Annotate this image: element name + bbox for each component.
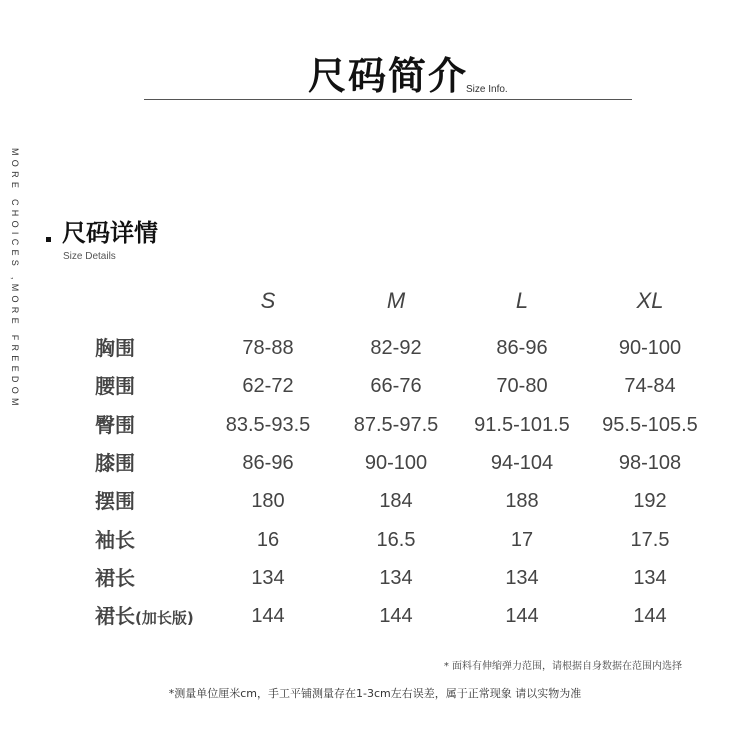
table-cell: 86-96 xyxy=(242,452,294,474)
table-row-skirt-length xyxy=(0,563,750,593)
table-row-hem xyxy=(0,486,750,516)
table-cell: 87.5-97.5 xyxy=(353,414,439,436)
row-label: 膝围 xyxy=(95,451,135,475)
table-cell: 16.5 xyxy=(376,529,416,551)
table-row-skirt-length-long xyxy=(0,601,750,631)
table-cell: 134 xyxy=(251,567,285,589)
side-slogan: MORE CHOICES ,MORE FREEDOM xyxy=(10,148,20,410)
size-header-xl: XL xyxy=(636,288,664,313)
table-row-hip xyxy=(0,410,750,440)
table-cell: 74-84 xyxy=(624,375,676,397)
table-cell: 134 xyxy=(379,567,413,589)
table-cell: 62-72 xyxy=(242,375,294,397)
row-label: 胸围 xyxy=(95,336,135,360)
table-cell: 134 xyxy=(633,567,667,589)
size-header-m: M xyxy=(386,288,406,313)
section-bullet xyxy=(46,237,51,242)
row-label: 摆围 xyxy=(95,489,135,513)
page-subtitle: Size Info. xyxy=(466,84,508,95)
table-cell: 16 xyxy=(256,529,280,551)
table-cell: 17 xyxy=(510,529,534,551)
table-cell: 180 xyxy=(251,490,285,512)
section-subtitle: Size Details xyxy=(63,251,116,262)
table-cell: 78-88 xyxy=(242,337,294,359)
measurement-note: *测量单位厘米cm，手工平铺测量存在1-3cm左右误差，属于正常现象 请以实物为准 xyxy=(168,687,582,700)
table-cell: 83.5-93.5 xyxy=(225,414,311,436)
table-cell: 192 xyxy=(633,490,667,512)
table-cell: 82-92 xyxy=(370,337,422,359)
table-cell: 70-80 xyxy=(496,375,548,397)
row-label: 裙长(加长版) xyxy=(95,604,194,628)
row-label: 裙长 xyxy=(95,566,135,590)
table-cell: 95.5-105.5 xyxy=(602,414,698,436)
table-cell: 98-108 xyxy=(618,452,682,474)
table-cell: 144 xyxy=(505,605,539,627)
fabric-note: * 面料有伸缩弹力范围，请根据自身数据在范围内选择 xyxy=(443,661,682,672)
table-cell: 188 xyxy=(505,490,539,512)
table-cell: 184 xyxy=(379,490,413,512)
table-cell: 17.5 xyxy=(630,529,670,551)
table-row-waist xyxy=(0,371,750,401)
page-title: 尺码简介 xyxy=(308,54,469,98)
table-cell: 144 xyxy=(379,605,413,627)
table-row-sleeve xyxy=(0,525,750,555)
table-cell: 90-100 xyxy=(364,452,428,474)
table-cell: 91.5-101.5 xyxy=(474,414,570,436)
table-cell: 90-100 xyxy=(618,337,682,359)
size-header-l: L xyxy=(515,288,529,313)
table-cell: 66-76 xyxy=(370,375,422,397)
row-label: 腰围 xyxy=(95,374,135,398)
table-cell: 144 xyxy=(251,605,285,627)
table-cell: 134 xyxy=(505,567,539,589)
title-divider xyxy=(144,99,632,100)
table-row-knee xyxy=(0,448,750,478)
row-label: 臀围 xyxy=(95,413,135,437)
table-row-bust xyxy=(0,333,750,363)
size-header-s: S xyxy=(260,288,276,313)
header xyxy=(0,0,750,110)
section-title: 尺码详情 xyxy=(62,219,158,247)
table-cell: 144 xyxy=(633,605,667,627)
table-cell: 94-104 xyxy=(490,452,554,474)
table-cell: 86-96 xyxy=(496,337,548,359)
row-label: 袖长 xyxy=(95,528,135,552)
